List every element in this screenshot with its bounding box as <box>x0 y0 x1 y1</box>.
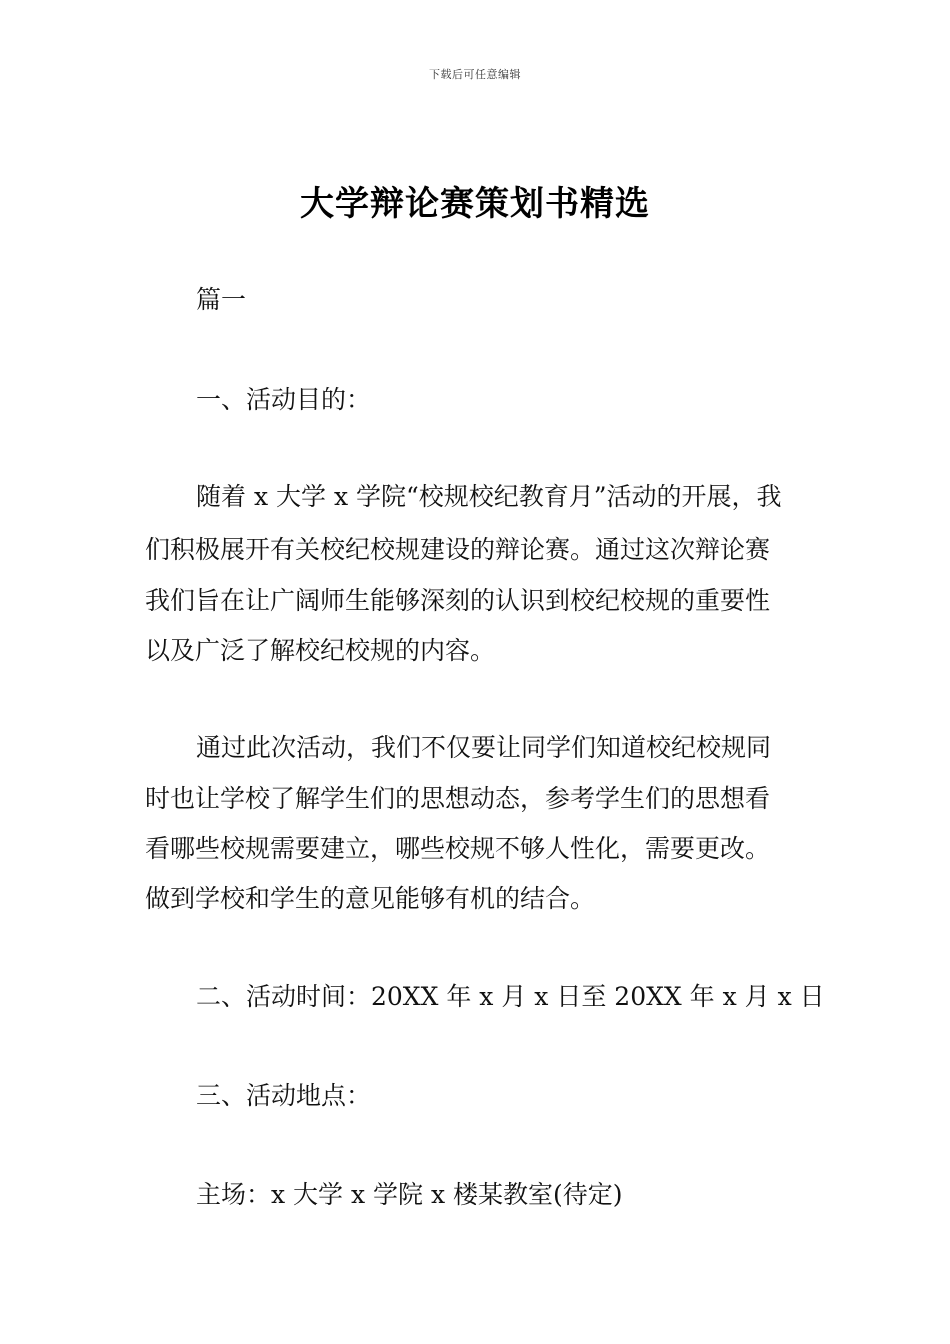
document-title: 大学辩论赛策划书精选 <box>300 184 650 224</box>
paragraph-line: 们积极展开有关校纪校规建设的辩论赛。通过这次辩论赛 <box>145 535 771 564</box>
paragraph-line: 通过此次活动，我们不仅要让同学们知道校纪校规同 <box>196 733 772 762</box>
paragraph-line: 时也让学校了解学生们的思想动态，参考学生们的思想看 <box>145 784 771 813</box>
paragraph-line: 我们旨在让广阔师生能够深刻的认识到校纪校规的重要性 <box>145 586 771 615</box>
paragraph-line: 以及广泛了解校纪校规的内容。 <box>145 636 496 665</box>
heading-time: 二、活动时间：20XX 年 x 月 x 日至 20XX 年 x 月 x 日 <box>196 982 825 1011</box>
heading-purpose: 一、活动目的： <box>196 385 372 414</box>
paragraph-line: 看哪些校规需要建立，哪些校规不够人性化，需要更改。 <box>145 834 771 863</box>
section-label: 篇一 <box>196 285 247 314</box>
paragraph-line: 随着 x 大学 x 学院“校规校纪教育月”活动的开展，我 <box>196 482 782 511</box>
paragraph-line: 做到学校和学生的意见能够有机的结合。 <box>145 884 596 913</box>
heading-location: 三、活动地点： <box>196 1081 372 1110</box>
header-note: 下载后可任意编辑 <box>429 68 521 81</box>
venue-line: 主场：x 大学 x 学院 x 楼某教室(待定) <box>196 1180 623 1209</box>
